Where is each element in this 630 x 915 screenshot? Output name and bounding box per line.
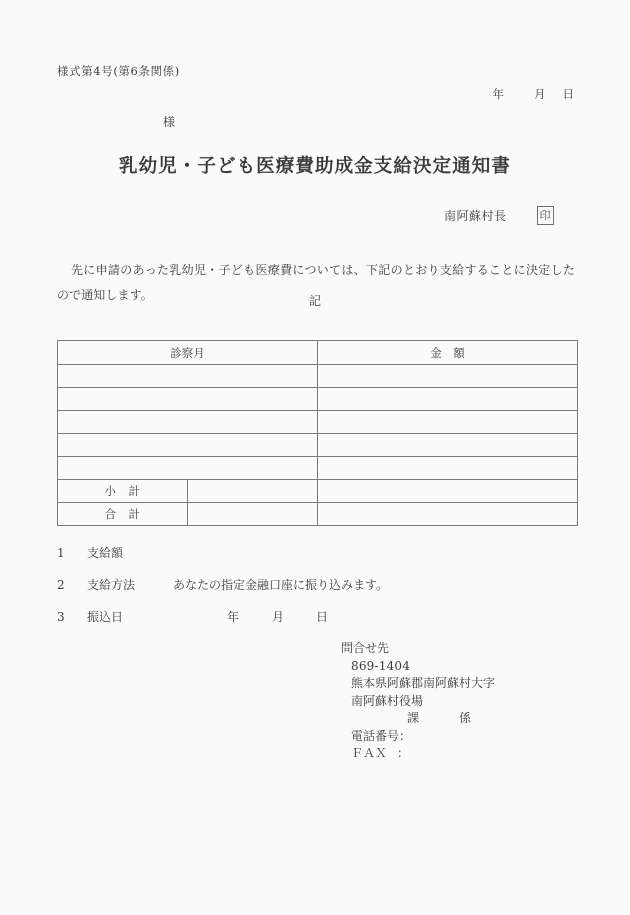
seal-stamp-icon: 印	[537, 206, 554, 225]
contact-postal-code: 869-1404	[351, 658, 411, 673]
total-blank-cell[interactable]	[188, 503, 318, 526]
item-number: 3	[57, 610, 65, 624]
issue-date-line	[493, 86, 575, 102]
list-item	[57, 544, 577, 576]
cell-amount[interactable]	[318, 365, 578, 388]
contact-division-label: 課	[407, 711, 420, 725]
item-number: 2	[57, 578, 65, 592]
cell-month[interactable]	[58, 457, 318, 480]
item-label-payment-amount: 支給額	[87, 546, 124, 560]
fax-colon: ：	[397, 746, 410, 760]
table-row	[58, 457, 578, 480]
cell-month[interactable]	[58, 388, 318, 411]
contact-heading: 問合せ先	[341, 641, 390, 655]
table-row	[58, 388, 578, 411]
cell-amount[interactable]	[318, 411, 578, 434]
transfer-date-day-label: 日	[316, 610, 329, 624]
page-title: 乳幼児・子ども医療費助成金支給決定通知書	[118, 156, 511, 177]
date-year-label: 年	[492, 87, 504, 101]
item-label-transfer-date: 振込日	[87, 610, 124, 624]
column-header-amount: 金 額	[318, 341, 578, 365]
item-label-payment-method: 支給方法	[87, 578, 136, 592]
total-label: 合 計	[58, 503, 188, 526]
issuer-name: 南阿蘇村長	[444, 209, 507, 223]
contact-division-section	[341, 710, 495, 728]
fax-text: ＦＡＸ	[351, 746, 388, 760]
column-header-month: 診察月	[58, 341, 318, 365]
addressee-honorific: 様	[163, 115, 176, 129]
amount-table	[57, 340, 578, 526]
cell-month[interactable]	[58, 434, 318, 457]
contact-phone-label: 電話番号：	[351, 728, 412, 743]
form-number: 様式第4号(第6条関係)	[57, 64, 180, 78]
contact-block	[341, 640, 495, 763]
subtotal-label: 小 計	[58, 480, 188, 503]
transfer-date-month-label: 月	[272, 610, 285, 624]
cell-month[interactable]	[58, 365, 318, 388]
date-day-label: 日	[562, 87, 574, 101]
contact-address: 熊本県阿蘇郡南阿蘇村大字	[351, 676, 496, 690]
subtotal-amount-cell[interactable]	[318, 480, 578, 503]
date-month-label: 月	[534, 87, 546, 101]
contact-office: 南阿蘇村役場	[351, 693, 424, 708]
cell-amount[interactable]	[318, 457, 578, 480]
contact-section-label: 係	[459, 711, 472, 725]
table-row	[58, 434, 578, 457]
body-paragraph: 先に申請のあった乳幼児・子ども医療費については、下記のとおり支給することに決定したので通知します。	[57, 263, 575, 302]
table-header-row	[58, 341, 578, 365]
table-row	[58, 365, 578, 388]
cell-amount[interactable]	[318, 434, 578, 457]
table-row-subtotal	[58, 480, 578, 503]
table-row	[58, 411, 578, 434]
transfer-date-year-label: 年	[227, 610, 240, 624]
list-item	[57, 576, 577, 608]
issuer-line	[444, 206, 554, 225]
cell-month[interactable]	[58, 411, 318, 434]
table-row-total	[58, 503, 578, 526]
transfer-date-fields[interactable]	[227, 608, 328, 625]
item-value-payment-method: あなたの指定金融口座に振り込みます。	[173, 578, 389, 592]
item-number: 1	[57, 546, 65, 560]
contact-fax-label	[341, 745, 495, 763]
list-item	[57, 608, 577, 640]
subtotal-blank-cell[interactable]	[188, 480, 318, 503]
cell-amount[interactable]	[318, 388, 578, 411]
ki-marker: 記	[308, 294, 321, 308]
total-amount-cell[interactable]	[318, 503, 578, 526]
notice-item-list	[57, 544, 577, 640]
